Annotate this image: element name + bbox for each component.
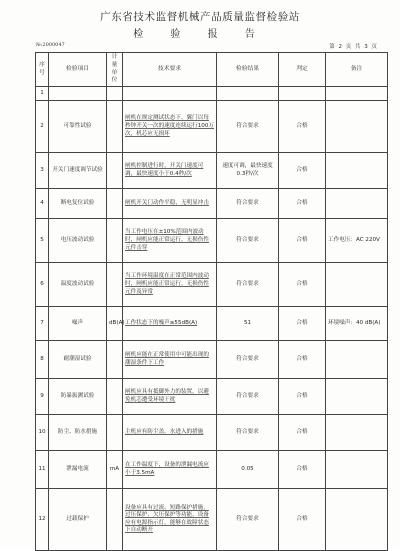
col-header-no: 序号 — [36, 53, 49, 87]
cell-no: 5 — [36, 219, 49, 263]
cell-unit — [107, 87, 123, 101]
cell-judgement: 合格 — [279, 415, 326, 451]
requirement-text: 闸机应具有抵御外力的装置，以避免机芯遭受环境干扰 — [125, 389, 209, 403]
table-row — [36, 341, 388, 379]
col-header-item: 检验项目 — [49, 53, 107, 87]
cell-remark — [326, 101, 388, 153]
cell-result: 符合要求 — [217, 341, 279, 379]
cell-remark — [326, 489, 388, 551]
requirement-text: 闸机开关门动作平稳，无明显冲击 — [125, 199, 209, 206]
requirement-text: 当工作环境温度在正常范围内波动时，闸机应能正常运行，无损伤性元件及异常 — [125, 273, 209, 295]
cell-no: 8 — [36, 341, 49, 379]
cell-result: 符合要求 — [217, 101, 279, 153]
cell-unit — [107, 101, 123, 153]
requirement-text: 闸机在规定测试状态下，翼门以每秒钟开关一次的速度连续运行100万次，机芯应无损坏 — [125, 115, 214, 137]
cell-item: 过载保护 — [49, 489, 107, 551]
requirement-text: 闸机应能在正常使用中可能出现的潮湿条件下工作 — [125, 352, 209, 366]
station-title: 广东省技术监督机械产品质量监督检验站 — [100, 11, 300, 23]
cell-remark — [326, 189, 388, 219]
cell-item: 温度波动试验 — [49, 263, 107, 307]
cell-judgement: 合格 — [279, 101, 326, 153]
table-row — [36, 263, 388, 307]
cell-result — [217, 87, 279, 101]
cell-judgement — [279, 87, 326, 101]
cell-judgement: 合格 — [279, 489, 326, 551]
cell-no: 6 — [36, 263, 49, 307]
table-row — [36, 101, 388, 153]
cell-no: 11 — [36, 451, 49, 489]
cell-judgement: 合格 — [279, 451, 326, 489]
cell-requirement — [123, 101, 217, 153]
cell-judgement: 合格 — [279, 341, 326, 379]
col-header-judgement: 判定 — [279, 53, 326, 87]
cell-judgement: 合格 — [279, 153, 326, 189]
cell-unit — [107, 219, 123, 263]
cell-item: 电压波动试验 — [49, 219, 107, 263]
requirement-text: 设备应具有过流、短路保护措施，过压保护、欠压保护等功能，设备应有电源指示灯，能够在故障状态下自动断开 — [125, 504, 209, 534]
cell-judgement: 合格 — [279, 307, 326, 341]
cell-unit — [107, 263, 123, 307]
cell-unit: mA — [107, 451, 123, 489]
cell-unit — [107, 341, 123, 379]
cell-remark: 工作电压：AC 220V — [326, 219, 388, 263]
cell-remark — [326, 263, 388, 307]
report-number: №:2000047 — [36, 42, 65, 48]
col-header-remark: 备注 — [326, 53, 388, 87]
cell-item: 噪声 — [49, 307, 107, 341]
col-header-unit: 计量单位 — [107, 53, 123, 87]
cell-requirement — [123, 307, 217, 341]
table-row — [36, 451, 388, 489]
cell-no: 10 — [36, 415, 49, 451]
cell-result: 51 — [217, 307, 279, 341]
cell-remark — [326, 415, 388, 451]
table-row — [36, 307, 388, 341]
requirement-text: 在工作温度下，设备的泄漏电流应小于3.5mA — [125, 462, 209, 476]
cell-remark — [326, 341, 388, 379]
cell-requirement — [123, 153, 217, 189]
col-header-result: 检验结果 — [217, 53, 279, 87]
cell-no: 3 — [36, 153, 49, 189]
cell-requirement — [123, 489, 217, 551]
table-row — [36, 379, 388, 415]
cell-item: 泄漏电流 — [49, 451, 107, 489]
cell-result: 符合要求 — [217, 379, 279, 415]
cell-unit — [107, 489, 123, 551]
cell-result: 速度可调，最快速度0.3秒/次 — [217, 153, 279, 189]
cell-item: 防暴振测试验 — [49, 379, 107, 415]
cell-no: 2 — [36, 101, 49, 153]
cell-remark: 环境噪声：40 dB(A) — [326, 307, 388, 341]
cell-item — [49, 87, 107, 101]
cell-judgement: 合格 — [279, 263, 326, 307]
cell-item: 可靠性试验 — [49, 101, 107, 153]
cell-unit: dB(A) — [107, 307, 123, 341]
cell-item: 防尘、防水措施 — [49, 415, 107, 451]
cell-no: 12 — [36, 489, 49, 551]
cell-item: 耐潮湿试验 — [49, 341, 107, 379]
cell-remark — [326, 451, 388, 489]
cell-requirement — [123, 219, 217, 263]
cell-result: 符合要求 — [217, 219, 279, 263]
cell-requirement — [123, 451, 217, 489]
cell-result: 符合要求 — [217, 263, 279, 307]
table-row — [36, 489, 388, 551]
cell-no: 1 — [36, 87, 49, 101]
table-header-row — [36, 53, 388, 87]
cell-requirement — [123, 379, 217, 415]
cell-requirement — [123, 189, 217, 219]
cell-remark — [326, 87, 388, 101]
table-row — [36, 415, 388, 451]
cell-remark — [326, 379, 388, 415]
cell-requirement — [123, 415, 217, 451]
table-row — [36, 189, 388, 219]
cell-unit — [107, 415, 123, 451]
cell-no: 7 — [36, 307, 49, 341]
cell-requirement — [123, 341, 217, 379]
cell-requirement — [123, 87, 217, 101]
cell-unit — [107, 153, 123, 189]
page-number: 第 2 页 共 3 页 — [329, 44, 378, 50]
requirement-text: 当工作电压在±10%范围内波动时，闸机应能正常运行，无损伤性元件击穿 — [125, 229, 209, 251]
table-row — [36, 153, 388, 189]
inspection-table — [35, 52, 388, 551]
cell-result: 0.05 — [217, 451, 279, 489]
cell-item: 开关门速度调节试验 — [49, 153, 107, 189]
table-row — [36, 87, 388, 101]
requirement-text: 工作状态下的噪声≤55dB(A) — [125, 319, 198, 326]
cell-unit — [107, 189, 123, 219]
cell-no: 9 — [36, 379, 49, 415]
col-header-requirement: 技术要求 — [123, 53, 217, 87]
cell-remark — [326, 153, 388, 189]
requirement-text: 闸机控制进行时，开关门速度可调，最快速度小于0.4秒/次 — [125, 163, 204, 177]
cell-result: 符合要求 — [217, 189, 279, 219]
cell-result: 符合要求 — [217, 489, 279, 551]
cell-judgement: 合格 — [279, 379, 326, 415]
cell-unit — [107, 379, 123, 415]
cell-no: 4 — [36, 189, 49, 219]
cell-judgement: 合格 — [279, 219, 326, 263]
requirement-text: 主机应有防尘盖，水进入的措施 — [125, 428, 204, 435]
report-subtitle: 检 验 报 告 — [133, 29, 267, 40]
table-row — [36, 219, 388, 263]
cell-requirement — [123, 263, 217, 307]
cell-judgement: 合格 — [279, 189, 326, 219]
cell-result: 符合要求 — [217, 415, 279, 451]
cell-item: 断电复位试验 — [49, 189, 107, 219]
